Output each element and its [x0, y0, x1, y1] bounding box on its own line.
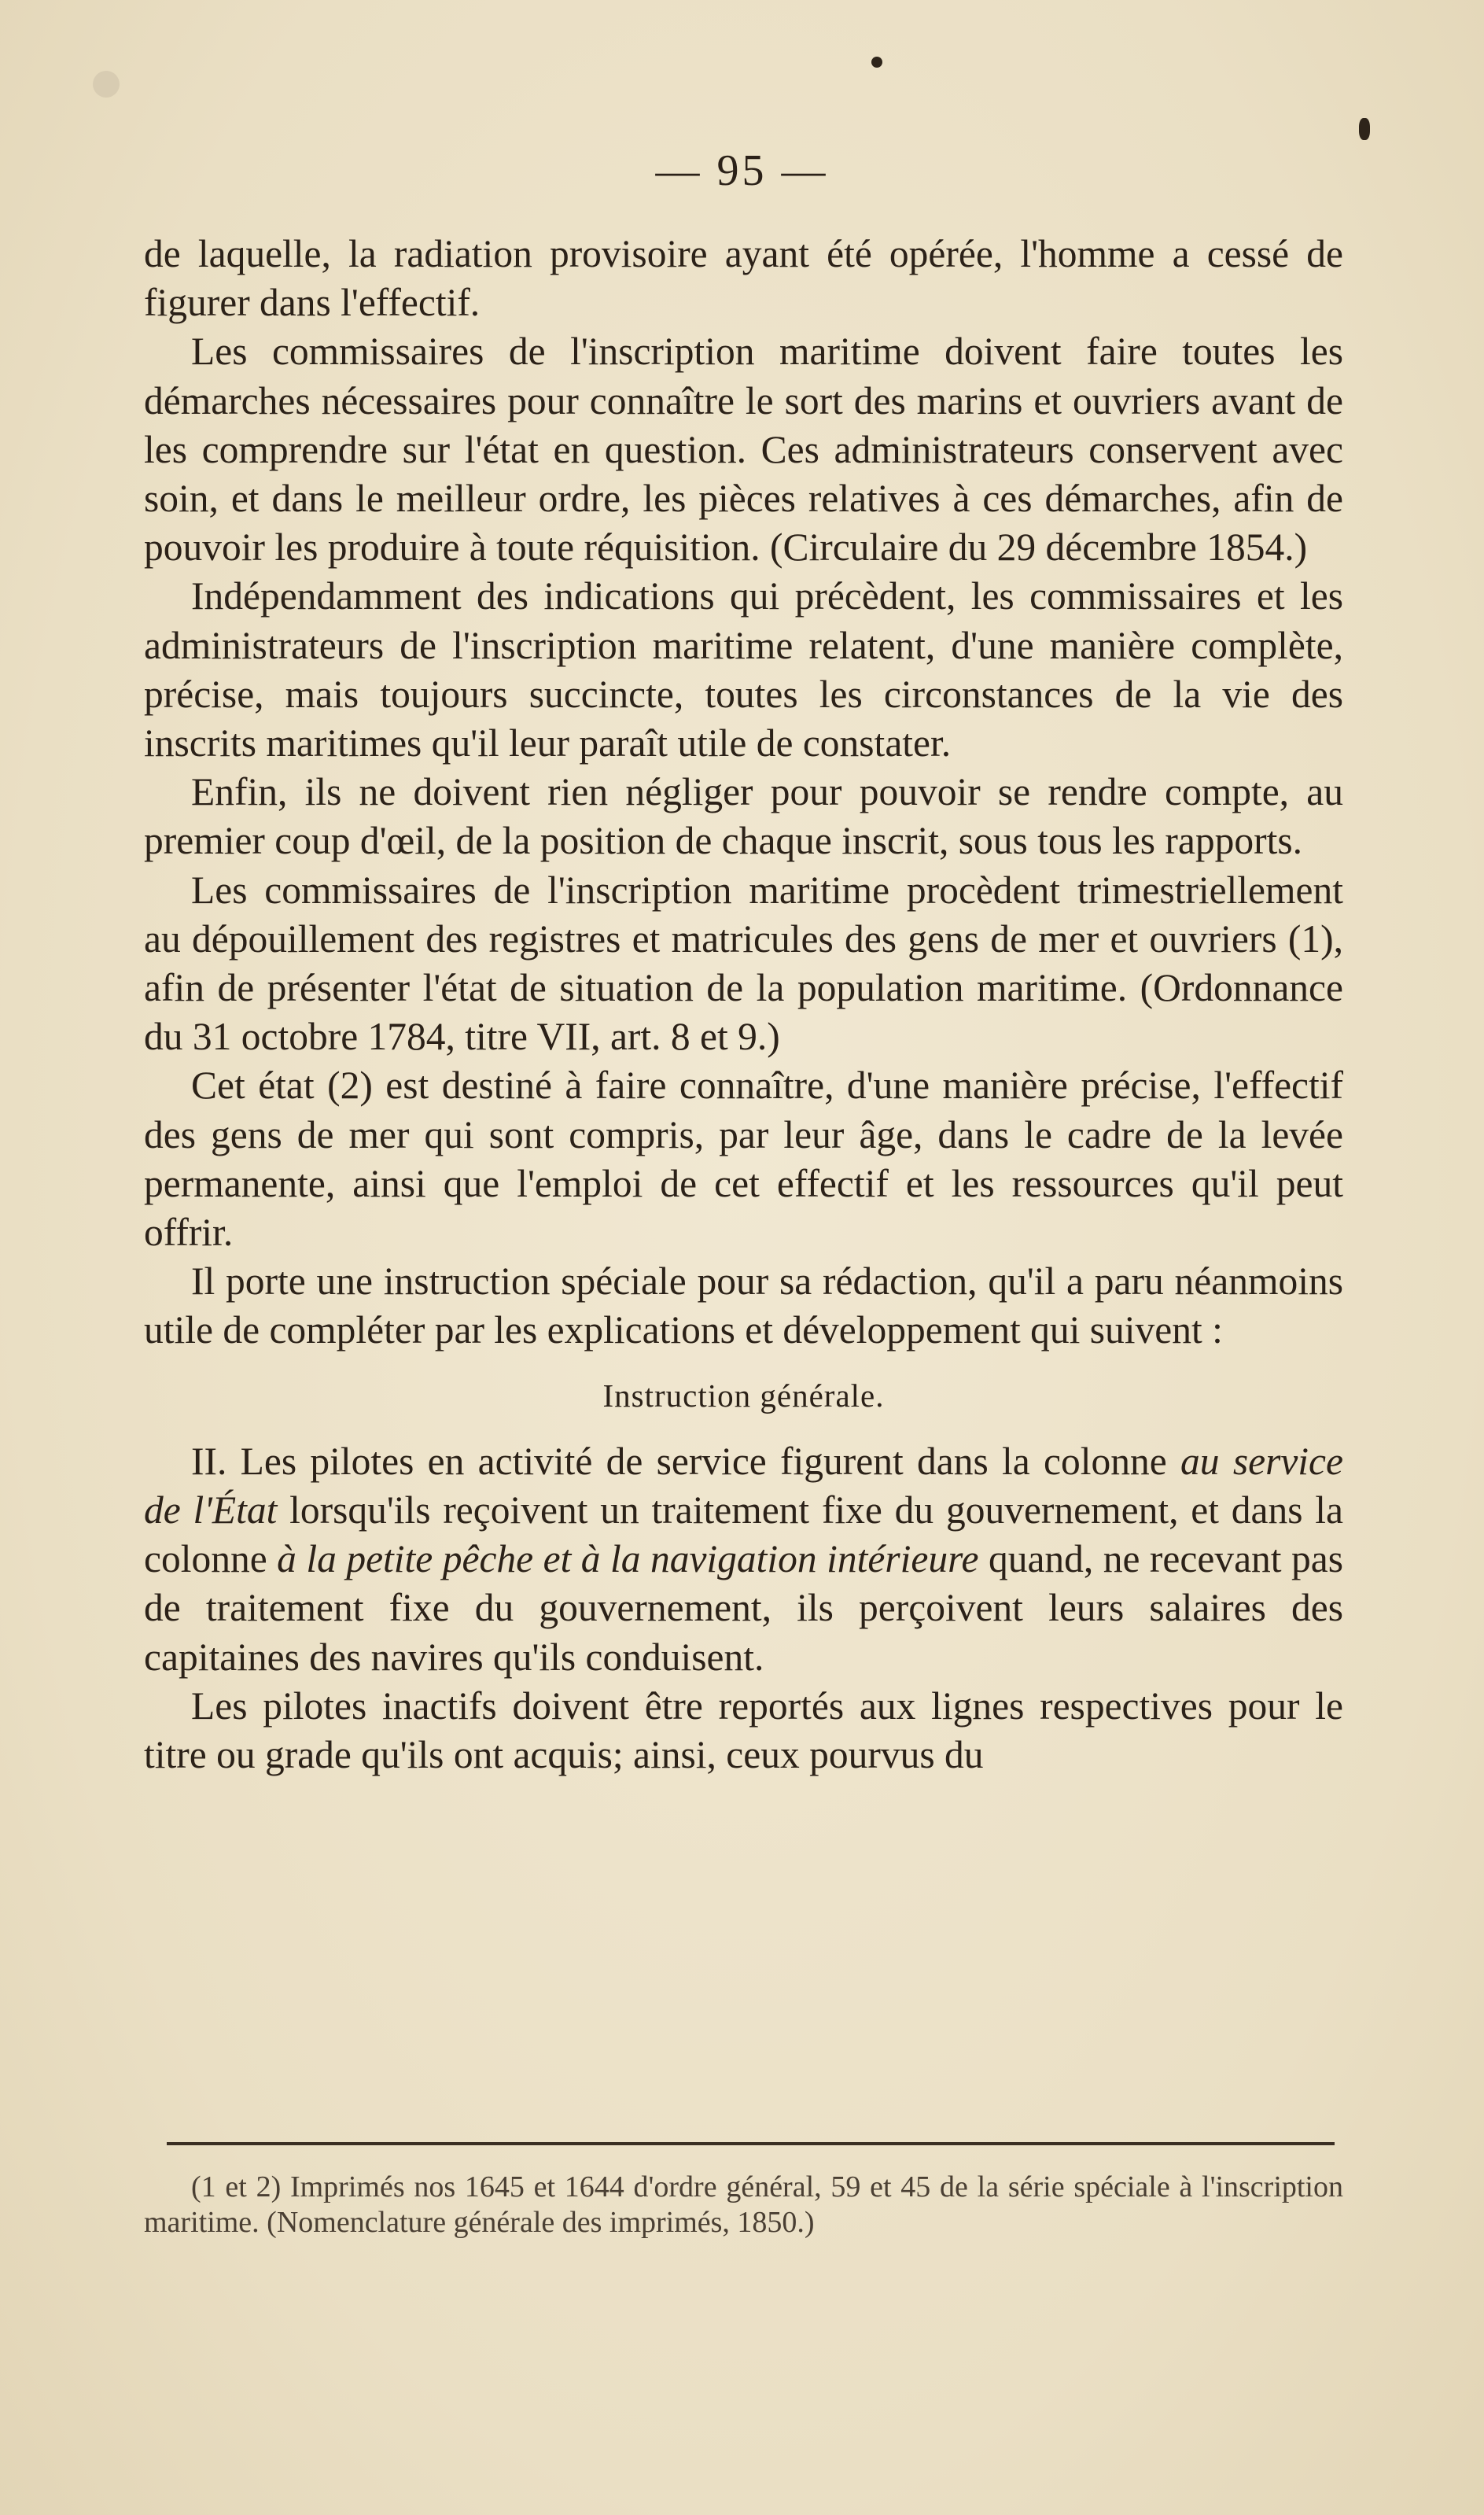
section-heading: Instruction générale. [602, 1377, 885, 1414]
paragraph: Les commissaires de l'inscription maritime procèdent trimestriellement au dépouillement des registres et matricules des gens de mer et ouvriers (1), afin de présenter l'état de situation de la population maritime. (Ordonnance du 31 octobre 1784, titre VII, art. 8 et 9.) [144, 868, 1343, 1059]
footnote-separator [167, 2142, 1335, 2145]
footnote: (1 et 2) Imprimés nos 1645 et 1644 d'ordre général, 59 et 45 de la série spéciale à l'inscription maritime. (Nomenclature générale des imprimés, 1850.) [144, 2170, 1343, 2239]
page-number: — 95 — [655, 146, 829, 195]
paragraph: Les commissaires de l'inscription maritime doivent faire toutes les démarches nécessaires pour connaître le sort des marins et ouvriers avant de les comprendre sur l'état en question. Ces administrateurs conservent avec soin, et dans le meilleur ordre, les pièces relatives à ces démarches, afin de pouvoir les produire à toute réquisition. (Circulaire du 29 décembre 1854.) [144, 330, 1343, 570]
paragraph: Enfin, ils ne doivent rien négliger pour pouvoir se rendre compte, au premier coup d'œil, de la position de chaque inscrit, sous tous les rapports. [144, 770, 1343, 863]
paragraph: Cet état (2) est destiné à faire connaître, d'une manière précise, l'effectif des gens de mer qui sont compris, par leur âge, dans le cadre de la levée permanente, ainsi que l'emploi de cet effectif et les ressources qu'il peut offrir. [144, 1064, 1343, 1255]
footnotes [144, 2170, 1343, 2240]
paragraph-ii [144, 1437, 1343, 1682]
text-run: quand, ne recevant pas de traitement fixe du gouvernement, ils perçoivent leurs salaires des capitaines des navires qu'ils conduisent. [144, 1537, 1343, 1679]
text-run: II. Les pilotes en activité de service figurent dans la colonne [191, 1439, 1181, 1483]
paragraph: de laquelle, la radiation provisoire ayant été opérée, l'homme a cessé de figurer dans l'effectif. [144, 232, 1343, 325]
ink-spot [871, 57, 882, 68]
paragraph: Indépendamment des indications qui précèdent, les commissaires et les administrateurs de l'inscription maritime relatent, d'une manière complète, précise, mais toujours succincte, toutes les circonstances de la vie des inscrits maritimes qu'il leur paraît utile de constater. [144, 574, 1343, 765]
ink-spot [1359, 118, 1370, 140]
main-text [144, 230, 1343, 1779]
italic-run: au service de l'État [144, 1439, 1343, 1532]
italic-run: à la petite pêche et à la navigation intérieure [277, 1537, 979, 1581]
ink-spot [93, 71, 120, 98]
paragraph: Il porte une instruction spéciale pour sa rédaction, qu'il a paru néanmoins utile de compléter par les explications et développement qui suivent : [144, 1259, 1343, 1352]
text-run: lorsqu'ils reçoivent un traitement fixe du gouvernement, et dans la colonne [144, 1488, 1343, 1581]
last-paragraph: Les pilotes inactifs doivent être reportés aux lignes respectives pour le titre ou grade qu'ils ont acquis; ainsi, ceux pourvus du [144, 1683, 1343, 1777]
